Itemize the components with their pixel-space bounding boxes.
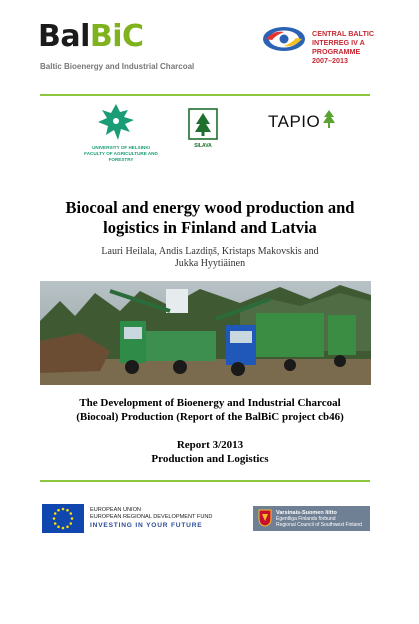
university-name: UNIVERSITY OF HELSINKI (92, 145, 150, 150)
subtitle-line-1: The Development of Bioenergy and Industrial Charcoal (79, 397, 341, 409)
eu-slogan: INVESTING IN YOUR FUTURE (90, 522, 203, 529)
rc-line-3: Regional Council of Southwest Finland (276, 522, 362, 528)
report-topic: Production and Logistics (151, 453, 269, 465)
authors (60, 246, 360, 270)
report-title (40, 198, 380, 238)
divider-top (40, 94, 370, 96)
report-info (40, 438, 380, 466)
central-baltic-emblem-icon (262, 26, 306, 52)
divider-bottom (40, 480, 370, 482)
university-text (76, 145, 166, 163)
title-line-1: Biocoal and energy wood production and (65, 198, 355, 217)
balbic-logo (38, 19, 144, 54)
eu-flag-icon (42, 504, 84, 533)
tapio-logo: TAPIO (268, 112, 321, 131)
title-line-2: logistics in Finland and Latvia (103, 218, 317, 237)
logo-bic: BiC (89, 19, 144, 54)
rc-line-1: Varsinais-Suomen liitto (276, 510, 337, 516)
cover-photo-trucks (40, 281, 371, 385)
programme-line-4: 2007–2013 (312, 56, 348, 65)
rc-line-2: Egentliga Finlands förbund (276, 516, 336, 522)
balbic-tagline: Baltic Bioenergy and Industrial Charcoal (40, 62, 195, 71)
university-of-helsinki-logo-icon (94, 102, 138, 144)
programme-text (312, 29, 374, 65)
report-number: Report 3/2013 (176, 439, 244, 451)
programme-line-3: PROGRAMME (312, 47, 361, 56)
silava-label: SILAVA (194, 143, 212, 149)
tree-icon (322, 109, 336, 129)
faculty-name: FACULTY OF AGRICULTURE AND FORESTRY (84, 151, 158, 162)
subtitle-line-2: (Biocoal) Production (Report of the BalBiC project cb46) (76, 411, 344, 423)
silava-logo-icon (188, 108, 218, 140)
programme-line-1: CENTRAL BALTIC (312, 29, 375, 38)
coat-of-arms-icon (258, 509, 272, 527)
authors-line-2: Jukka Hyytiäinen (174, 258, 246, 269)
programme-line-2: INTERREG IV A (312, 38, 365, 47)
authors-line-1: Lauri Heilala, Andis Lazdiņš, Kristaps Makovskis and (101, 246, 319, 257)
eu-line-1: EUROPEAN UNION (90, 507, 141, 513)
report-subtitle (40, 396, 380, 424)
logo-bal: Bal (38, 19, 90, 54)
eu-text (90, 507, 212, 521)
regional-council-text (276, 510, 362, 528)
eu-line-2: EUROPEAN REGIONAL DEVELOPMENT FUND (90, 514, 213, 520)
